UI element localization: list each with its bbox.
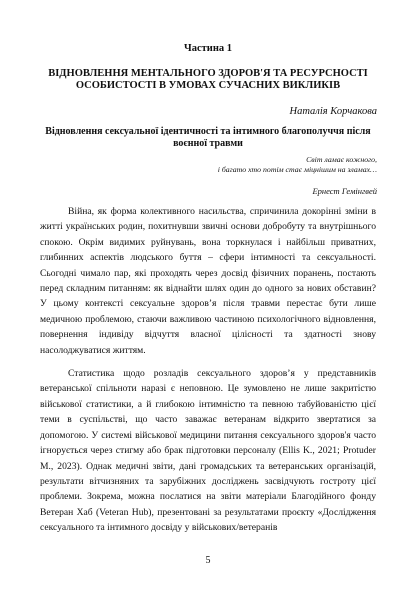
epigraph-line: і багато хто потім стає міцнішим на зламах… bbox=[217, 164, 377, 174]
epigraph-line: Світ ламає кожного, bbox=[306, 155, 377, 164]
page-number: 5 bbox=[205, 555, 211, 566]
article-title: Відновлення сексуальної ідентичності та інтимного благополуччя після воєнної травми bbox=[45, 126, 371, 149]
paragraph: Статистика щодо розладів сексуального здоров’я у представників ветеранської спільноти наразі є неповною. Це зумовлено не лише закритістю військової статистики, а й глибокою інтимністю та певною табуйованістю цієї теми в суспільстві, що часто заважає ветеранам відкрито звертатися за допомогою. У системі військової медицини питання сексуального здоров'я часто ігнорується через стигму або брак підготовки персоналу (Ellis K., 2021; Protuder M., 2023). Однак медичні звіти, дані громадських та ветеранських організацій, результати вітчизняних та зарубіжних досліджень засвідчують гостроту цієї проблеми. Зокрема, можна послатися на звіти матеріали Благодійного фонду Ветеран Хаб (Veteran Hub), презентовані за результатами проєкту «Дослідження сексуального та інтимного досвіду у військових/ветеранів bbox=[40, 368, 376, 534]
author-name: Наталія Корчакова bbox=[289, 106, 377, 117]
section-title: ВІДНОВЛЕННЯ МЕНТАЛЬНОГО ЗДОРОВ'Я ТА РЕСУРСНОСТІ ОСОБИСТОСТІ В УМОВАХ СУЧАСНИХ ВИКЛИКІВ bbox=[48, 68, 368, 91]
epigraph-author: Ернест Гемінгвей bbox=[312, 186, 377, 196]
body-text bbox=[40, 204, 376, 544]
paragraph: Війна, як форма колективного насильства, спричинила докорінні зміни в житті українських родин, похитнувши звичні основи добробуту та внутрішнього спокою. Окрім видимих руйнувань, вона торкнулася і найбільш приватних, глибинних аспектів людського буття – сфери інтимності та сексуальності. Сьогодні чимало пар, які проходять через досвід фізичних поранень, постають перед складним питанням: як віднайти шлях один до одного за нових обставин? У цьому контексті сексуальне здоров’я після травми перестає бути лише медичною проблемою, стаючи важливою частиною психологічного відновлення, повернення індивіду відчуття власної цілісності та здатності знову насолоджуватися життям. bbox=[40, 206, 376, 356]
part-heading: Частина 1 bbox=[184, 43, 232, 54]
epigraph bbox=[218, 155, 377, 174]
